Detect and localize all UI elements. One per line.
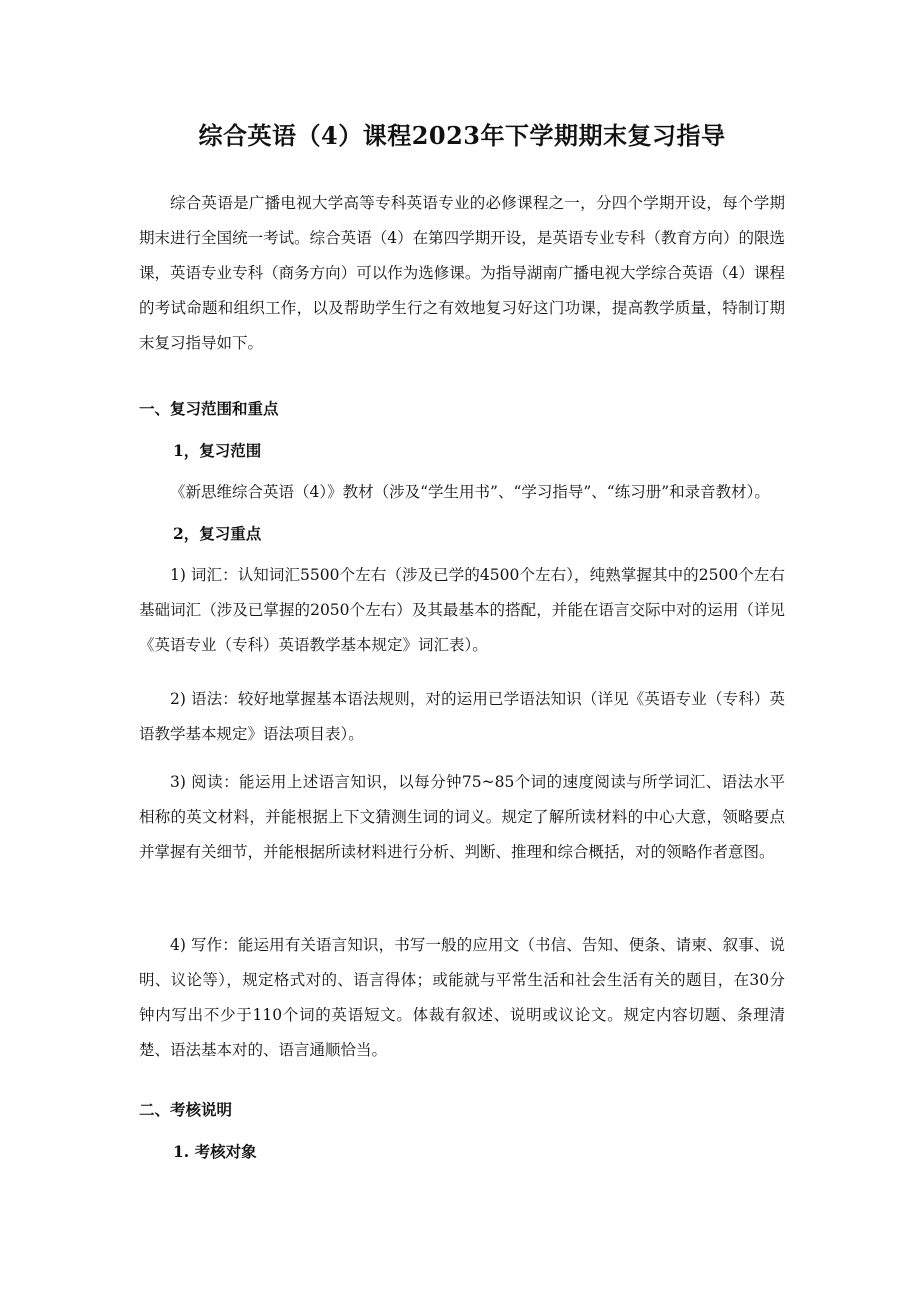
- textbook-paragraph: 《新思维综合英语（4）》教材（涉及“学生用书”、“学习指导”、“练习册”和录音教材）。: [170, 483, 770, 501]
- subheading-assessment-target: 1. 考核对象: [173, 1142, 257, 1161]
- subheading-review-focus: 2，复习重点: [173, 524, 262, 543]
- document-title: 综合英语（4）课程2023年下学期期末复习指导: [198, 121, 726, 150]
- section-heading-assessment: 二、考核说明: [139, 1100, 233, 1119]
- item-writing: 4) 写作：能运用有关语言知识，书写一般的应用文（书信、告知、便条、请柬、叙事、说明、议论等），规定格式对的、语言得体；或能就与平常生活和社会生活有关的题目，在30分钟内写出不少于110个词的英语短文。体裁有叙述、说明或议论文。规定内容切题、条理清楚、语法基本对的、语言通顺恰当。: [139, 936, 785, 1059]
- item-grammar: 2) 语法：较好地掌握基本语法规则，对的运用已学语法知识（详见《英语专业（专科）英语教学基本规定》语法项目表）。: [139, 690, 785, 743]
- section-heading-review-scope: 一、复习范围和重点: [139, 399, 279, 418]
- intro-paragraph: 综合英语是广播电视大学高等专科英语专业的必修课程之一，分四个学期开设，每个学期期末进行全国统一考试。综合英语（4）在第四学期开设，是英语专业专科（教育方向）的限选课，英语专业专科（商务方向）可以作为选修课。为指导湖南广播电视大学综合英语（4）课程的考试命题和组织工作，以及帮助学生行之有效地复习好这门功课，提高教学质量，特制订期末复习指导如下。: [139, 194, 785, 352]
- subheading-review-range: 1，复习范围: [173, 441, 262, 460]
- item-vocabulary: 1) 词汇：认知词汇5500个左右（涉及已学的4500个左右），纯熟掌握其中的2500个左右基础词汇（涉及已掌握的2050个左右）及其最基本的搭配，并能在语言交际中对的运用（详见《英语专业（专科）英语教学基本规定》词汇表）。: [139, 566, 785, 654]
- item-reading: 3) 阅读：能运用上述语言知识，以每分钟75~85个词的速度阅读与所学词汇、语法水平相称的英文材料，并能根据上下文猜测生词的词义。规定了解所读材料的中心大意，领略要点并掌握有关细节，并能根据所读材料进行分析、判断、推理和综合概括，对的领略作者意图。: [139, 773, 785, 861]
